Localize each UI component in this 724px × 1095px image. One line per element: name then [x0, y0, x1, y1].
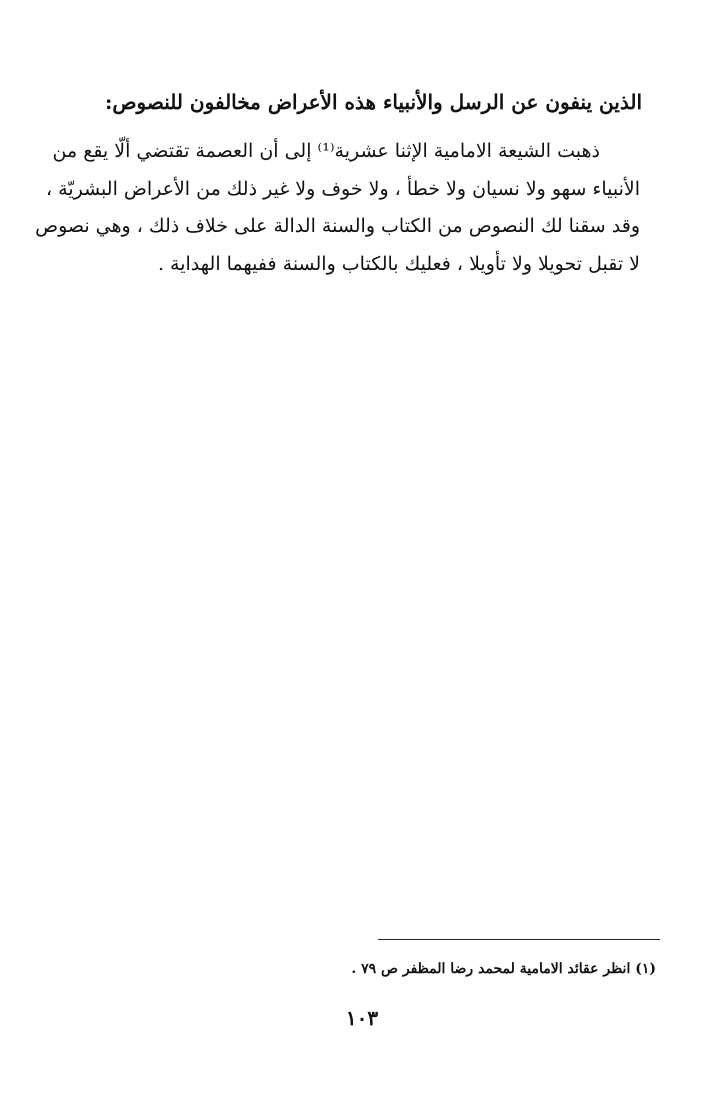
- paragraph-line: وقد سقنا لك النصوص من الكتاب والسنة الدالة على خلاف ذلك ، وهي نصوص: [35, 215, 640, 237]
- footnote: (١) انظر عقائد الامامية لمحمد رضا المظفر ص ٧٩ .: [351, 961, 656, 977]
- footnote-divider: [378, 939, 660, 940]
- body-paragraph: [35, 133, 640, 283]
- paragraph-line: لا تقبل تحويلا ولا تأويلا ، فعليك بالكتاب والسنة ففيهما الهداية .: [157, 252, 640, 275]
- paragraph-line: الأنبياء سهو ولا نسيان ولا خطأ ، ولا خوف ولا غير ذلك من الأعراض البشريّة ،: [45, 177, 640, 200]
- paragraph-line: ذهبت الشيعة الامامية الإثنا عشرية⁽¹⁾ إلى أن العصمة تقتضي ألّا يقع من: [52, 140, 600, 162]
- page-number: ١٠٣: [345, 1006, 379, 1030]
- section-heading: الذين ينفون عن الرسل والأنبياء هذه الأعراض مخالفون للنصوص:: [104, 90, 642, 114]
